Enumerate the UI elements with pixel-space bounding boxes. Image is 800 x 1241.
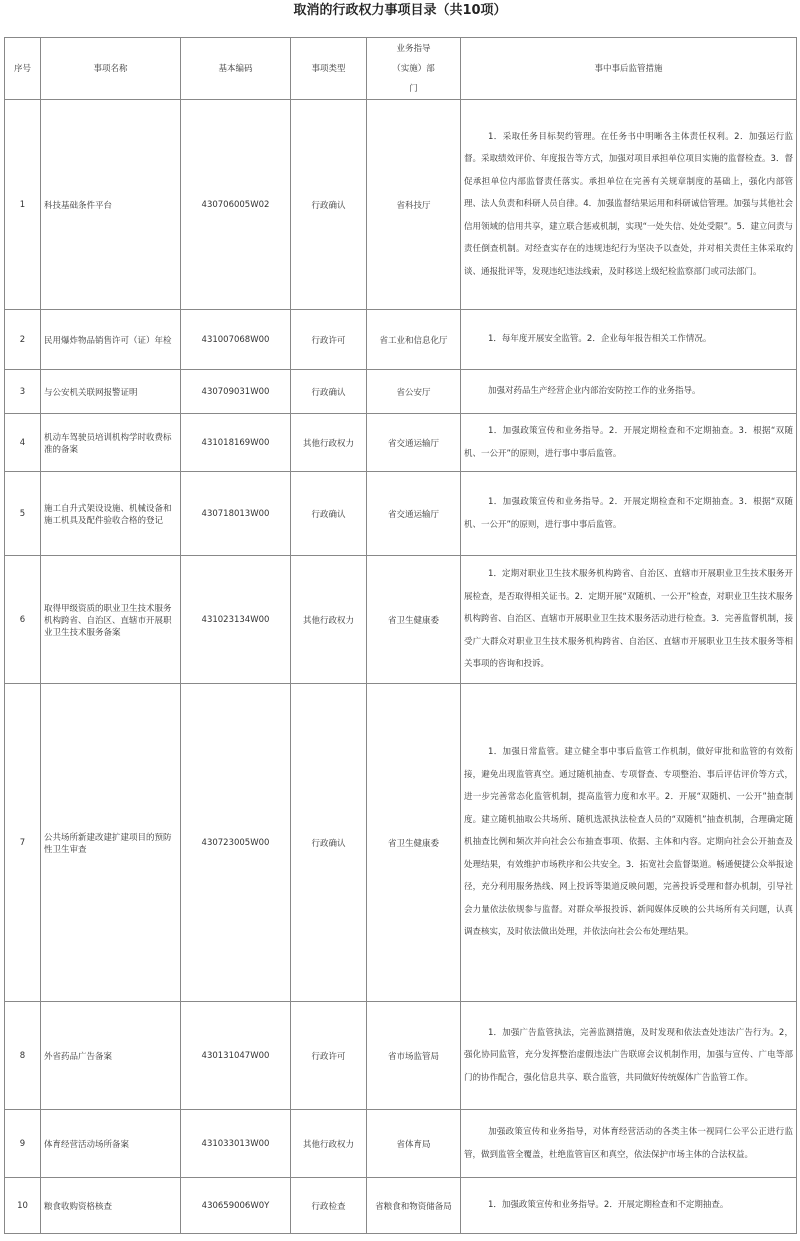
item-code: 430659006W0Y [181,1178,291,1234]
item-measures: 加强对药品生产经营企业内部治安防控工作的业务指导。 [461,370,797,414]
table-row [5,414,797,472]
item-measures: 加强政策宣传和业务指导，对体育经营活动的各类主体一视同仁公平公正进行监管，做到监管全覆盖，杜绝监管盲区和真空，依法保护市场主体的合法权益。 [461,1110,797,1178]
item-measures: 1．加强政策宣传和业务指导。2．开展定期检查和不定期抽查。3．根据“双随机、一公开”的原则，进行事中事后监管。 [461,414,797,472]
item-measures: 1．定期对职业卫生技术服务机构跨省、自治区、直辖市开展职业卫生技术服务开展检查，是否取得相关证书。2．定期开展“双随机、一公开”检查，对职业卫生技术服务机构跨省、自治区、直辖市开展职业卫生技术服务活动进行检查。3．完善监督机制，接受广大群众对职业卫生技术服务机构跨省、自治区、直辖市开展职业卫生技术服务等相关事项的咨询和投诉。 [461,556,797,684]
item-measures: 1．采取任务目标契约管理。在任务书中明晰各主体责任权利。2．加强运行监督。采取绩效评价、年度报告等方式，加强对项目承担单位项目实施的监督检查。3．督促承担单位内部监督责任落实。承担单位在完善有关规章制度的基础上，强化内部管理、法人负责和科研人员自律。4．加强监督结果运用和科研诚信管理。加强与其他社会信用领域的信用共享，建立联合惩戒机制，实现“一处失信、处处受限”。5．建立问责与责任倒查机制。对经查实存在的违规违纪行为坚决予以查处，并对相关责任主体采取约谈、通报批评等，发现违纪违法线索，及时移送上级纪检监察部门或司法部门。 [461,100,797,310]
item-type: 行政确认 [291,684,367,1002]
row-number: 5 [5,472,41,556]
item-name: 机动车驾驶员培训机构学时收费标准的备案 [41,414,181,472]
item-type: 行政检查 [291,1178,367,1234]
header-no: 序号 [5,38,41,100]
item-name: 体育经营活动场所备案 [41,1110,181,1178]
header-row [5,38,797,100]
table-row [5,310,797,370]
header-name: 事项名称 [41,38,181,100]
item-code: 431023134W00 [181,556,291,684]
row-number: 8 [5,1002,41,1110]
row-number: 9 [5,1110,41,1178]
item-code: 430723005W00 [181,684,291,1002]
item-measures: 1．加强政策宣传和业务指导。2．开展定期检查和不定期抽查。3．根据“双随机、一公开”的原则，进行事中事后监管。 [461,472,797,556]
item-dept: 省公安厅 [367,370,461,414]
item-dept: 省卫生健康委 [367,684,461,1002]
item-type: 其他行政权力 [291,1110,367,1178]
row-number: 7 [5,684,41,1002]
item-code: 430718013W00 [181,472,291,556]
header-dept: 业务指导（实施）部门 [367,38,461,100]
item-code: 430709031W00 [181,370,291,414]
item-code: 431018169W00 [181,414,291,472]
row-number: 3 [5,370,41,414]
table-row [5,1110,797,1178]
header-code: 基本编码 [181,38,291,100]
item-type: 行政确认 [291,370,367,414]
item-dept: 省交通运输厅 [367,472,461,556]
row-number: 4 [5,414,41,472]
item-type: 其他行政权力 [291,414,367,472]
row-number: 1 [5,100,41,310]
table-row [5,684,797,1002]
table-row [5,370,797,414]
item-measures: 1．加强广告监管执法，完善监测措施，及时发现和依法查处违法广告行为。2，强化协同监管，充分发挥整治虚假违法广告联席会议机制作用，加强与宣传、广电等部门的协作配合，强化信息共享、联合监管，共同做好传统媒体广告监管工作。 [461,1002,797,1110]
item-name: 粮食收购资格核查 [41,1178,181,1234]
item-name: 民用爆炸物品销售许可（证）年检 [41,310,181,370]
item-name: 施工自升式架设设施、机械设备和施工机具及配件验收合格的登记 [41,472,181,556]
table-row [5,1178,797,1234]
item-code: 431033013W00 [181,1110,291,1178]
row-number: 2 [5,310,41,370]
item-name: 与公安机关联网报警证明 [41,370,181,414]
item-dept: 省粮食和物资储备局 [367,1178,461,1234]
item-code: 430706005W02 [181,100,291,310]
item-type: 其他行政权力 [291,556,367,684]
item-code: 431007068W00 [181,310,291,370]
table-row [5,100,797,310]
item-name: 外省药品广告备案 [41,1002,181,1110]
item-dept: 省交通运输厅 [367,414,461,472]
item-dept: 省科技厅 [367,100,461,310]
page-title: 取消的行政权力事项目录（共10项） [293,3,507,18]
item-code: 430131047W00 [181,1002,291,1110]
row-number: 6 [5,556,41,684]
item-name: 取得甲级资质的职业卫生技术服务机构跨省、自治区、直辖市开展职业卫生技术服务备案 [41,556,181,684]
table-row [5,556,797,684]
item-type: 行政确认 [291,100,367,310]
item-measures: 1．每年度开展安全监管。2．企业每年报告相关工作情况。 [461,310,797,370]
item-type: 行政许可 [291,1002,367,1110]
item-dept: 省体育局 [367,1110,461,1178]
item-name: 科技基础条件平台 [41,100,181,310]
item-type: 行政许可 [291,310,367,370]
row-number: 10 [5,1178,41,1234]
item-type: 行政确认 [291,472,367,556]
header-type: 事项类型 [291,38,367,100]
item-dept: 省卫生健康委 [367,556,461,684]
item-dept: 省市场监管局 [367,1002,461,1110]
table-row [5,1002,797,1110]
item-measures: 1．加强政策宣传和业务指导。2．开展定期检查和不定期抽查。 [461,1178,797,1234]
header-measures: 事中事后监管措施 [461,38,797,100]
item-measures: 1．加强日常监管。建立健全事中事后监管工作机制，做好审批和监管的有效衔接，避免出现监管真空。通过随机抽查、专项督查、专项整治、事后评估评价等方式，进一步完善常态化监管机制，提高监管力度和水平。2．开展“双随机、一公开”抽查制度。建立随机抽取公共场所、随机选派执法检查人员的“双随机”抽查机制，合理确定随机抽查比例和频次并向社会公布抽查事项、依据、主体和内容。定期向社会公开抽查及处理结果，有效维护市场秩序和公共安全。3．拓宽社会监督渠道。畅通便捷公众举报途径，充分利用服务热线、网上投诉等渠道反映问题，完善投诉受理和督办机制，引导社会力量依法依规参与监督。对群众举报投诉、新闻媒体反映的公共场所有关问题，认真调查核实，及时依法做出处理，并依法向社会公布处理结果。 [461,684,797,1002]
item-dept: 省工业和信息化厅 [367,310,461,370]
table-row [5,472,797,556]
item-name: 公共场所新建改建扩建项目的预防性卫生审查 [41,684,181,1002]
items-table [4,37,797,1234]
